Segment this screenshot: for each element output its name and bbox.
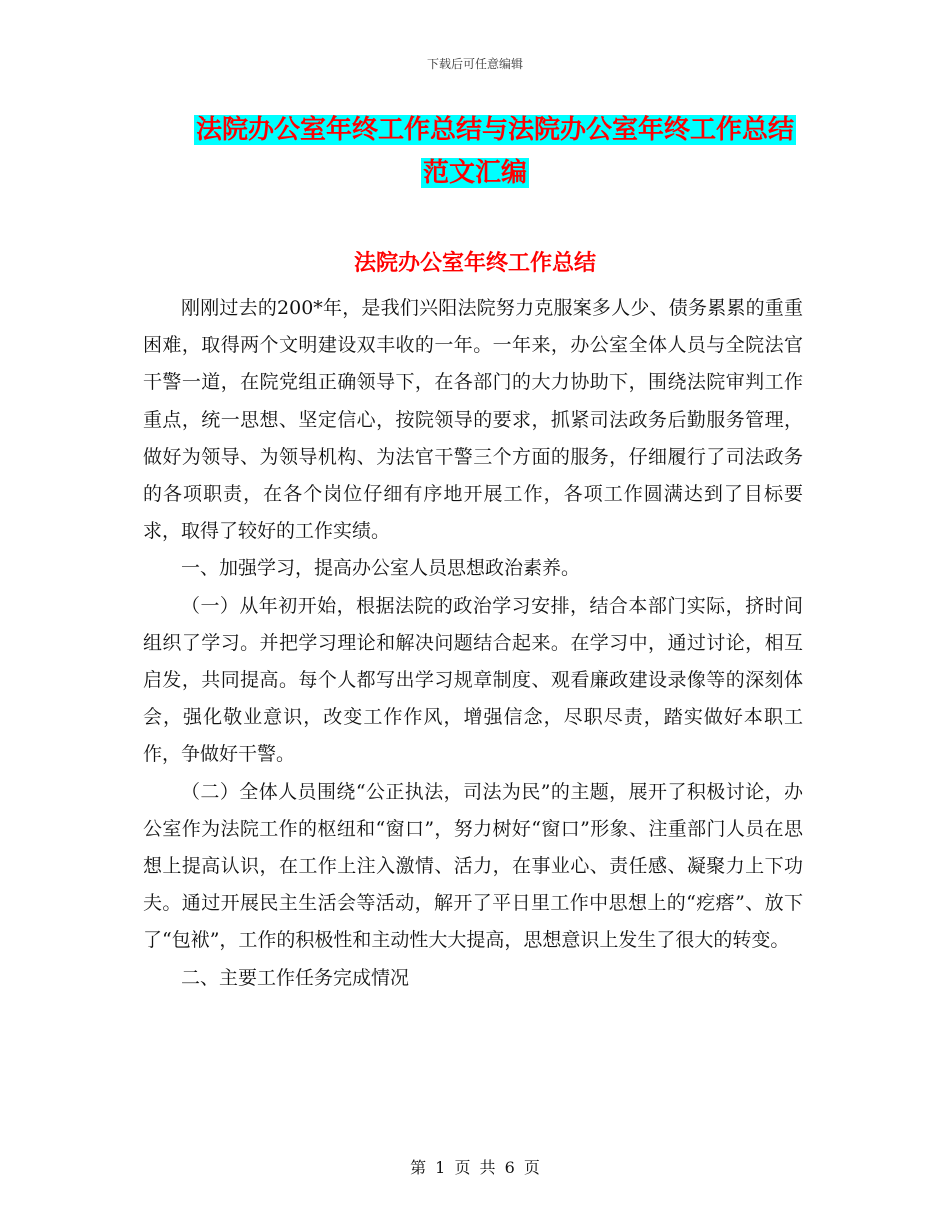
- paragraph-item-1: （一）从年初开始，根据法院的政治学习安排，结合本部门实际，挤时间组织了学习。并把学习理论和解决问题结合起来。在学习中，通过讨论，相互启发，共同提高。每个人都写出学习规章制度、观看廉政建设录像等的深刻体会，强化敬业意识，改变工作作风，增强信念，尽职尽责，踏实做好本职工作，争做好干警。: [143, 594, 803, 766]
- document-title-line-2: [0, 154, 950, 192]
- section-title: 法院办公室年终工作总结: [353, 251, 596, 276]
- document-title-text-2: 范文汇编: [422, 158, 527, 188]
- document-title-line-1: [20, 111, 950, 149]
- paragraph-intro: 刚刚过去的200*年，是我们兴阳法院努力克服案多人少、债务累累的重重困难，取得两个文明建设双丰收的一年。一年来，办公室全体人员与全院法官干警一道，在院党组正确领导下，在各部门的大力协助下，围绕法院审判工作重点，统一思想、坚定信心，按院领导的要求，抓紧司法政务后勤服务管理，做好为领导、为领导机构、为法官干警三个方面的服务，仔细履行了司法政务的各项职责，在各个岗位仔细有序地开展工作，各项工作圆满达到了目标要求，取得了较好的工作实绩。: [143, 297, 803, 543]
- page-footer: 第 1 页 共 6 页: [410, 1158, 540, 1177]
- document-body: [143, 290, 803, 997]
- paragraph-heading-2: 二、主要工作任务完成情况: [181, 966, 410, 989]
- document-title-text-1: 法院办公室年终工作总结与法院办公室年终工作总结: [195, 115, 794, 145]
- header-note: 下载后可任意编辑: [426, 57, 523, 71]
- paragraph-item-2: （二）全体人员围绕“公正执法，司法为民”的主题，展开了积极讨论，办公室作为法院工作的枢纽和“窗口”，努力树好“窗口”形象、注重部门人员在思想上提高认识，在工作上注入激情、活力，在事业心、责任感、凝聚力上下功夫。通过开展民主生活会等活动，解开了平日里工作中思想上的“疙瘩”、放下了“包袱”，工作的积极性和主动性大大提高，思想意识上发生了很大的转变。: [143, 780, 803, 952]
- paragraph-heading-1: 一、加强学习，提高办公室人员思想政治素养。: [181, 557, 581, 580]
